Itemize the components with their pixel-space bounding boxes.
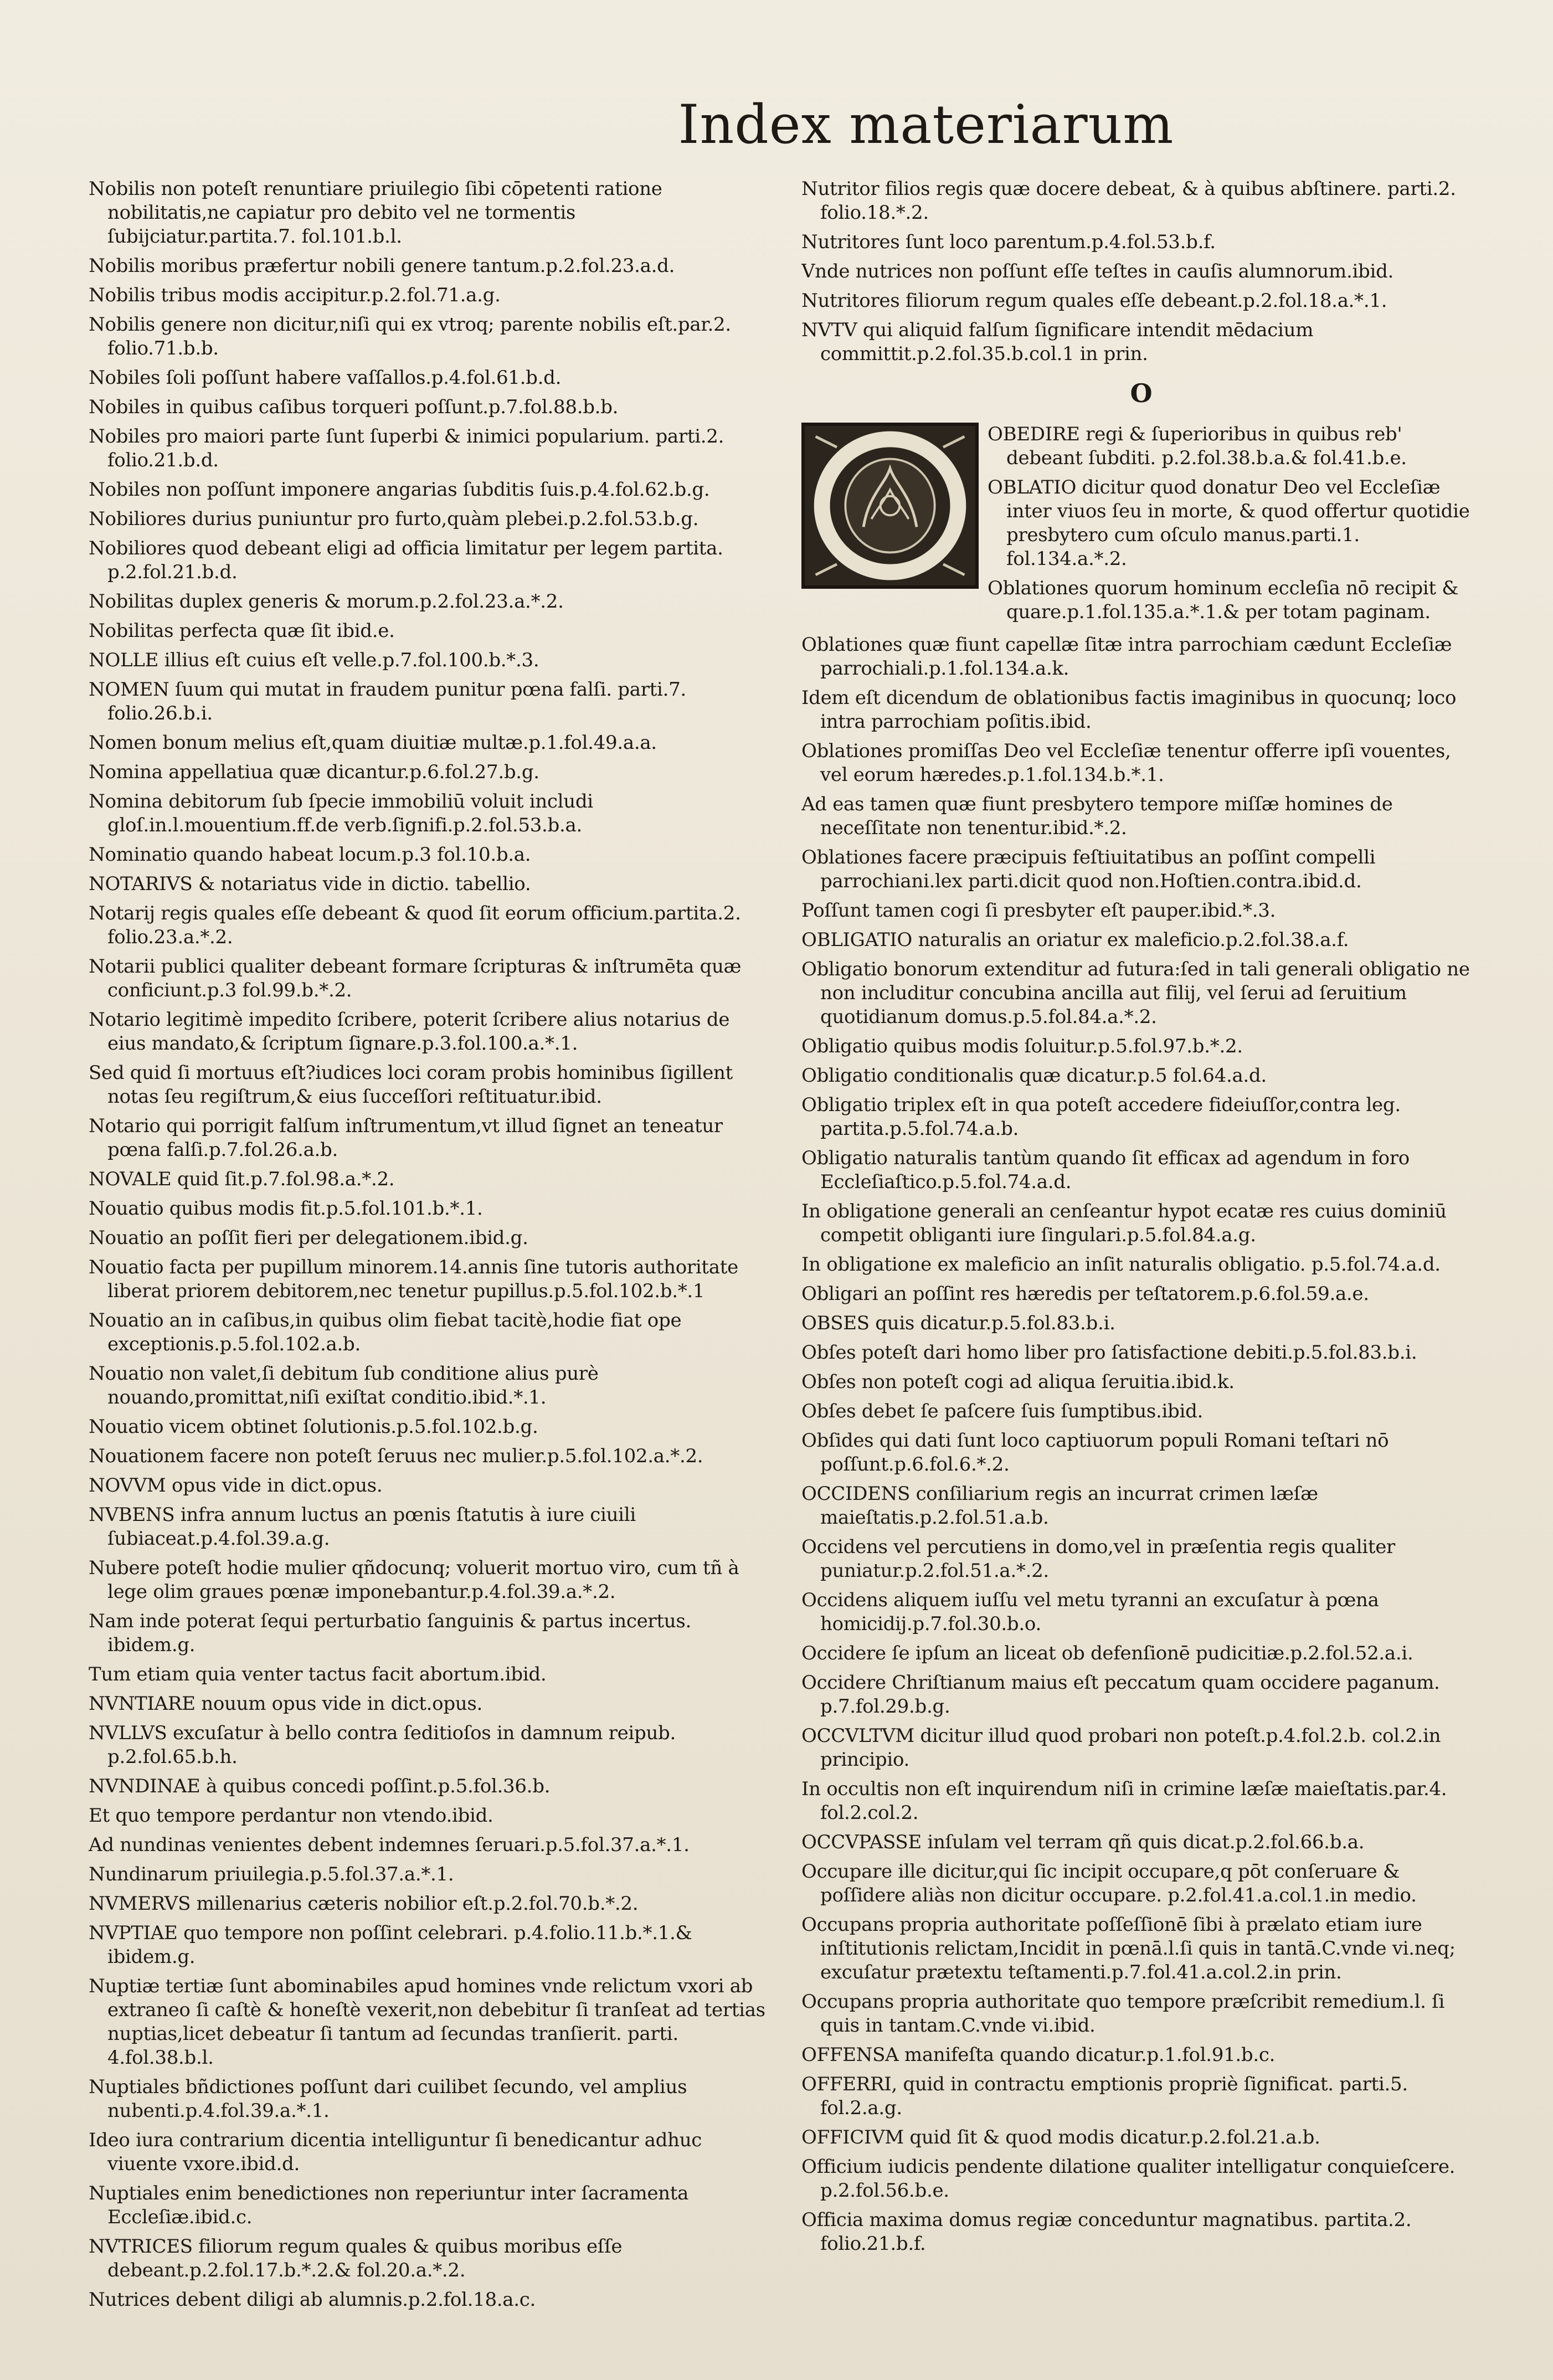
index-entry: In obligatione generali an cenſeantur hypot ecatæ res cuius dominiū competit obliganti iure ſingulari.p.5.fol.84.a.g. xyxy=(801,1200,1447,1246)
index-entry: Obligatio bonorum extenditur ad futura:ſed in tali generali obligatio ne non includitur concubina ancilla aut filij, vel ſerui ad ſeruitium quotidianum domus.p.5.fol.84.a.*.2. xyxy=(801,958,1470,1028)
page-title: Index materiarum xyxy=(678,94,1174,156)
index-entry: Sed quid ſi mortuus eſt?iudices loci coram probis hominibus ſigillent notas ſeu regiſtrum,& eius ſucceſſori reſtituatur.ibid. xyxy=(89,1062,733,1108)
index-entry: NVBENS infra annum luctus an pœnis ſtatutis à iure ciuili ſubiaceat.p.4.fol.39.a.g. xyxy=(89,1504,636,1550)
initial-block xyxy=(801,423,1481,630)
index-entry: OFFERRI, quid in contractu emptionis propriè ſignificat. parti.5. fol.2.a.g. xyxy=(801,2073,1408,2119)
index-entry: NVMERVS millenarius cæteris nobilior eſt.p.2.fol.70.b.*.2. xyxy=(89,1893,639,1915)
index-entry: Nam inde poterat ſequi perturbatio ſanguinis & partus incertus. ibidem.g. xyxy=(89,1610,691,1656)
index-entry: Obligatio naturalis tantùm quando ſit efficax ad agendum in foro Eccleſiaſtico.p.5.fol.74.a.d. xyxy=(801,1147,1410,1193)
index-entry: OBEDIRE regi & ſuperioribus in quibus reb' debeant ſubditi. p.2.fol.38.b.a.& fol.41.b.e. xyxy=(988,423,1407,469)
index-entry: OFFICIVM quid ſit & quod modis dicatur.p.2.fol.21.a.b. xyxy=(801,2126,1320,2148)
index-entry: Officia maxima domus regiæ conceduntur magnatibus. partita.2. folio.21.b.f. xyxy=(801,2209,1412,2255)
index-entry: Occidere ſe ipſum an liceat ob defenſionē pudicitiæ.p.2.fol.52.a.i. xyxy=(801,1642,1413,1664)
index-entry: OCCVPASSE inſulam vel terram qñ quis dicat.p.2.fol.66.b.a. xyxy=(801,1831,1365,1853)
index-entry: Oblationes quorum hominum eccleſia nō recipit & quare.p.1.fol.135.a.*.1.& per totam paginam. xyxy=(988,577,1459,623)
index-entry: Occidere Chriſtianum maius eſt peccatum quam occidere paganum. p.7.fol.29.b.g. xyxy=(801,1672,1440,1718)
index-entry: Nouatio vicem obtinet ſolutionis.p.5.fol.102.b.g. xyxy=(89,1416,538,1438)
index-entry: Nouatio an in caſibus,in quibus olim fiebat tacitè,hodie fiat ope exceptionis.p.5.fol.102.a.b. xyxy=(89,1309,682,1355)
index-entry: Tum etiam quia venter tactus facit abortum.ibid. xyxy=(89,1663,547,1685)
index-entry: NVTRICES filiorum regum quales & quibus moribus eſſe debeant.p.2.fol.17.b.*.2.& fol.20.a.*.2. xyxy=(89,2235,623,2281)
index-entry: Nouatio quibus modis fit.p.5.fol.101.b.*.1. xyxy=(89,1197,483,1220)
index-entry: Obligari an poſſint res hæredis per teſtatorem.p.6.fol.59.a.e. xyxy=(801,1283,1369,1305)
index-entry: Nutritores filiorum regum quales eſſe debeant.p.2.fol.18.a.*.1. xyxy=(801,290,1387,312)
left-column xyxy=(83,177,768,2371)
index-entry: Obligatio triplex eſt in qua poteſt accedere fideiuſſor,contra leg. partita.p.5.fol.74.a.b. xyxy=(801,1094,1401,1140)
section-letter: O xyxy=(1130,378,1153,408)
index-entry: Vnde nutrices non poſſunt eſſe teſtes in cauſis alumnorum.ibid. xyxy=(801,260,1394,282)
index-entry: Nomina appellatiua quæ dicantur.p.6.fol.27.b.g. xyxy=(89,761,539,783)
decorated-initial-o-icon xyxy=(801,423,979,589)
index-entry: Nouatio non valet,ſi debitum ſub conditione alius purè nouando,promittat,niſi exiſtat conditio.ibid.*.1. xyxy=(89,1363,599,1409)
index-entry: Obligatio quibus modis ſoluitur.p.5.fol.97.b.*.2. xyxy=(801,1035,1243,1057)
right-bottom-entries xyxy=(801,633,1481,2256)
index-entry: Nutritor filios regis quæ docere debeat, & à quibus abſtinere. parti.2. folio.18.*.2. xyxy=(801,178,1456,224)
index-entry: Nobilis moribus præfertur nobili genere tantum.p.2.fol.23.a.d. xyxy=(89,255,675,277)
index-entry: Nouatio an poſſit fieri per delegationem.ibid.g. xyxy=(89,1227,528,1249)
index-entry: Notario qui porrigit falſum inſtrumentum,vt illud ſignet an teneatur pœna falſi.p.7.fol.26.a.b. xyxy=(89,1115,723,1161)
index-entry: Obſes debet ſe paſcere ſuis ſumptibus.ibid. xyxy=(801,1400,1204,1422)
index-entry: Nomina debitorum ſub ſpecie immobiliū voluit includi gloſ.in.l.mouentium.ff.de verb.ſignifi.p.2.fol.53.b.a. xyxy=(89,790,593,836)
index-entry: Nomen bonum melius eſt,quam diuitiæ multæ.p.1.fol.49.a.a. xyxy=(89,732,657,754)
index-entry: Poſſunt tamen cogi ſi presbyter eſt pauper.ibid.*.3. xyxy=(801,899,1276,922)
index-entry: Nutrices debent diligi ab alumnis.p.2.fol.18.a.c. xyxy=(89,2289,536,2311)
index-entry: Nubere poteſt hodie mulier qñdocunq; voluerit mortuo viro, cum tñ à lege olim graues pœnæ imponebantur.p.4.fol.39.a.*.2. xyxy=(89,1557,739,1603)
index-entry: NOVVM opus vide in dict.opus. xyxy=(89,1474,383,1497)
index-entry: Occupans propria authoritate poſſeſſionē ſibi à prælato etiam iure inſtitutionis relictam,Incidit in pœnā.l.ſi quis in tantā.C.vnde vi.neq; excuſatur prætextu teſtamenti.p.7.fol.41.a.col.2.in prin. xyxy=(801,1914,1456,1983)
index-entry: NVTV qui aliquid falſum ſignificare intendit mēdacium committit.p.2.fol.35.b.col.1 in prin. xyxy=(801,319,1314,365)
index-entry: Oblationes quæ fiunt capellæ ſitæ intra parrochiam cædunt Eccleſiæ parrochiali.p.1.fol.134.a.k. xyxy=(801,634,1452,680)
index-entry: In obligatione ex maleficio an inſit naturalis obligatio. p.5.fol.74.a.d. xyxy=(801,1253,1441,1276)
index-entry: Officium iudicis pendente dilatione qualiter intelligatur conquieſcere. p.2.fol.56.b.e. xyxy=(801,2156,1456,2202)
index-entry: Notarii publici qualiter debeant formare ſcripturas & inſtrumēta quæ conficiunt.p.3 fol.99.b.*.2. xyxy=(89,955,742,1001)
index-entry: Obſes poteſt dari homo liber pro ſatisfactione debiti.p.5.fol.83.b.i. xyxy=(801,1341,1417,1364)
index-entry: Oblationes facere præcipuis feſtiuitatibus an poſſint compelli parrochiani.lex parti.dicit quod non.Hoſtien.contra.ibid.d. xyxy=(801,846,1376,892)
index-entry: Nundinarum priuilegia.p.5.fol.37.a.*.1. xyxy=(89,1863,454,1885)
index-entry: OCCIDENS conſiliarium regis an incurrat crimen læſæ maieſtatis.p.2.fol.51.a.b. xyxy=(801,1483,1318,1529)
index-entry: Notario legitimè impedito ſcribere, poterit ſcribere alius notarius de eius mandato,& ſcriptum ſignare.p.3.fol.100.a.*.1. xyxy=(89,1009,730,1055)
index-entry: Ad eas tamen quæ fiunt presbytero tempore miſſæ homines de neceſſitate non tenentur.ibid.*.2. xyxy=(801,793,1393,839)
index-entry: Nobiles non poſſunt imponere angarias ſubditis ſuis.p.4.fol.62.b.g. xyxy=(89,479,710,501)
index-entry: Nobilis genere non dicitur,niſi qui ex vtroq; parente nobilis eſt.par.2. folio.71.b.b. xyxy=(89,313,731,359)
index-entry: Oblationes promiſſas Deo vel Eccleſiæ tenentur offerre ipſi vouentes, vel eorum hæredes.p.1.fol.134.b.*.1. xyxy=(801,740,1451,786)
index-entry: NVNTIARE nouum opus vide in dict.opus. xyxy=(89,1693,483,1715)
index-entry: Obſes non poteſt cogi ad aliqua ſeruitia.ibid.k. xyxy=(801,1371,1235,1393)
index-entry: OBSES quis dicatur.p.5.fol.83.b.i. xyxy=(801,1312,1115,1334)
index-entry: NOLLE illius eſt cuius eſt velle.p.7.fol.100.b.*.3. xyxy=(89,649,539,671)
index-entry: Idem eſt dicendum de oblationibus factis imaginibus in quocunq; loco intra parrochiam poſitis.ibid. xyxy=(801,687,1457,733)
index-entry: Nouatio facta per pupillum minorem.14.annis ſine tutoris authoritate liberat priorem debitorem,nec tenetur pupillus.p.5.fol.102.b.*.1 xyxy=(89,1256,738,1302)
index-entry: Notarij regis quales eſſe debeant & quod ſit eorum officium.partita.2. folio.23.a.*.2. xyxy=(89,902,741,948)
initial-entries xyxy=(988,423,1481,630)
index-entry: Nobilitas duplex generis & morum.p.2.fol.23.a.*.2. xyxy=(89,590,564,613)
index-entry: Nobilis tribus modis accipitur.p.2.fol.71.a.g. xyxy=(89,284,501,306)
index-entry: Nobilis non poteſt renuntiare priuilegio ſibi cōpetenti ratione nobilitatis,ne capiatur pro debito vel ne tormentis ſubijciatur.partita.7. fol.101.b.l. xyxy=(89,178,662,248)
index-entry: Et quo tempore perdantur non vtendo.ibid. xyxy=(89,1805,493,1827)
index-entry: Obſides qui dati ſunt loco captiuorum populi Romani teſtari nō poſſunt.p.6.fol.6.*.2. xyxy=(801,1430,1389,1476)
index-entry: NVLLVS excuſatur à bello contra ſeditioſos in damnum reipub. p.2.fol.65.b.h. xyxy=(89,1722,676,1768)
right-column xyxy=(801,177,1481,2371)
index-entry: NVNDINAE à quibus concedi poſſint.p.5.fol.36.b. xyxy=(89,1775,551,1797)
index-entry: NVPTIAE quo tempore non poſſint celebrari. p.4.folio.11.b.*.1.& ibidem.g. xyxy=(89,1922,692,1968)
index-entry: NOMEN ſuum qui mutat in fraudem punitur pœna falſi. parti.7. folio.26.b.i. xyxy=(89,678,686,724)
index-entry: NOVALE quid ſit.p.7.fol.98.a.*.2. xyxy=(89,1168,395,1190)
index-entry: Obligatio conditionalis quæ dicatur.p.5 fol.64.a.d. xyxy=(801,1065,1267,1087)
index-entry: Nutritores ſunt loco parentum.p.4.fol.53.b.f. xyxy=(801,231,1216,253)
index-entry: OCCVLTVM dicitur illud quod probari non poteſt.p.4.fol.2.b. col.2.in principio. xyxy=(801,1725,1441,1771)
index-entry: Nobiles in quibus caſibus torqueri poſſunt.p.7.fol.88.b.b. xyxy=(89,396,619,418)
ornament-icon xyxy=(805,426,975,585)
index-entry: In occultis non eſt inquirendum niſi in crimine læſæ maieſtatis.par.4. fol.2.col.2. xyxy=(801,1778,1447,1824)
index-entry: Ad nundinas venientes debent indemnes ſeruari.p.5.fol.37.a.*.1. xyxy=(89,1834,690,1856)
index-entry: Nobilitas perfecta quæ ſit ibid.e. xyxy=(89,620,395,642)
index-entry: Nuptiales bñdictiones poſſunt dari cuilibet ſecundo, vel amplius nubenti.p.4.fol.39.a.*.1. xyxy=(89,2076,687,2122)
index-entry: Occupans propria authoritate quo tempore præſcribit remedium.l. ſi quis in tantam.C.vnde vi.ibid. xyxy=(801,1991,1445,2037)
index-entry: Nobiles pro maiori parte ſunt ſuperbi & inimici popularium. parti.2. folio.21.b.d. xyxy=(89,425,724,471)
index-entry: Ideo iura contrarium dicentia intelliguntur ſi benedicantur adhuc viuente vxore.ibid.d. xyxy=(89,2129,702,2175)
index-entry: Nuptiales enim benedictiones non reperiuntur inter ſacramenta Eccleſiæ.ibid.c. xyxy=(89,2182,689,2228)
index-entry: OBLATIO dicitur quod donatur Deo vel Eccleſiæ inter viuos ſeu in morte, & quod offertur quotidie presbytero cum oſculo manus.parti.1. fol.134.a.*.2. xyxy=(988,476,1470,570)
index-entry: OBLIGATIO naturalis an oriatur ex maleficio.p.2.fol.38.a.f. xyxy=(801,929,1349,951)
index-entry: Occupare ille dicitur,qui ſic incipit occupare,q pōt conſeruare & poſſidere aliàs non dicitur occupare. p.2.fol.41.a.col.1.in medio. xyxy=(801,1860,1417,1906)
index-entry: NOTARIVS & notariatus vide in dictio. tabellio. xyxy=(89,873,531,895)
index-entry: Occidens aliquem iuſſu vel metu tyranni an excuſatur à pœna homicidij.p.7.fol.30.b.o. xyxy=(801,1589,1379,1635)
right-top-entries xyxy=(801,177,1481,366)
index-entry: OFFENSA manifeſta quando dicatur.p.1.fol.91.b.c. xyxy=(801,2044,1276,2066)
index-entry: Nuptiæ tertiæ ſunt abominabiles apud homines vnde relictum vxori ab extraneo ſi caſtè & honeſtè vexerit,non debebitur ſi tranſeat ad tertias nuptias,licet debeatur ſi tantum ad ſecundas tranſierit. parti. 4.fol.38.b.l. xyxy=(89,1975,765,2069)
index-columns xyxy=(83,177,1481,2371)
index-entry: Occidens vel percutiens in domo,vel in præſentia regis qualiter puniatur.p.2.fol.51.a.*.2. xyxy=(801,1536,1395,1582)
index-entry: Nobiles ſoli poſſunt habere vaſſallos.p.4.fol.61.b.d. xyxy=(89,367,562,389)
index-entry: Nobiliores durius puniuntur pro furto,quàm plebei.p.2.fol.53.b.g. xyxy=(89,508,699,530)
index-entry: Nominatio quando habeat locum.p.3 fol.10.b.a. xyxy=(89,844,531,866)
index-entry: Nobiliores quod debeant eligi ad officia limitatur per legem partita. p.2.fol.21.b.d. xyxy=(89,537,723,583)
index-entry: Nouationem facere non poteſt ſeruus nec mulier.p.5.fol.102.a.*.2. xyxy=(89,1445,703,1467)
